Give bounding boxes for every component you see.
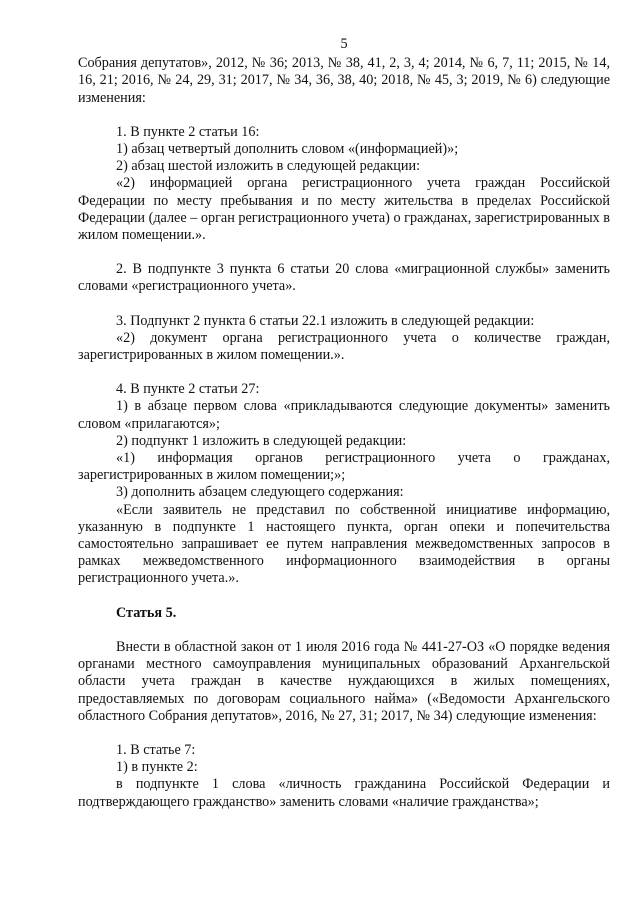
spacer bbox=[78, 296, 610, 313]
paragraph-article-5-item-1: 1. В статье 7: bbox=[116, 741, 196, 758]
article-heading: Статья 5. bbox=[116, 604, 177, 621]
paragraph-quote-2: «2) документ органа регистрационного учета о количестве граждан, зарегистрированных в жилом помещении.». bbox=[78, 329, 610, 364]
paragraph-intro-continuation: Собрания депутатов», 2012, № 36; 2013, № 38, 41, 2, 3, 4; 2014, № 6, 7, 11; 2015, № 14, 16, 21; 2016, № 24, 29, 31; 2017, № 34, 36, 38, 40; 2018, № 45, 3; 2019, № 6) следующие изменения: bbox=[78, 55, 610, 106]
paragraph-item-1: 1. В пункте 2 статьи 16: bbox=[116, 123, 260, 140]
spacer bbox=[78, 588, 610, 605]
paragraph-sub-1: 1) абзац четвертый дополнить словом «(информацией)»; bbox=[116, 141, 459, 158]
paragraph-article-5-text: в подпункте 1 слова «личность гражданина Российской Федерации и подтверждающего гражданство» заменить словами «наличие гражданства»; bbox=[78, 776, 610, 810]
paragraph-item-4: 4. В пункте 2 статьи 27: bbox=[116, 381, 260, 398]
spacer bbox=[78, 364, 610, 381]
spacer bbox=[78, 622, 610, 639]
spacer bbox=[78, 244, 610, 261]
paragraph-sub-4-2: 2) подпункт 1 изложить в следующей редакции: bbox=[116, 432, 407, 449]
spacer bbox=[78, 107, 610, 124]
document-page bbox=[78, 36, 610, 811]
paragraph-quote-1: «2) информацией органа регистрационного учета граждан Российской Федерации по месту пребывания и по месту жительства в пределах Российской Федерации (далее – орган регистрационного учета) о гражданах, зарегистрированных в жилом помещении.». bbox=[78, 175, 610, 244]
paragraph-sub-2: 2) абзац шестой изложить в следующей редакции: bbox=[116, 158, 421, 175]
paragraph-sub-4-3: 3) дополнить абзацем следующего содержания: bbox=[116, 484, 404, 501]
spacer bbox=[78, 725, 610, 742]
paragraph-quote-3: «1) информация органов регистрационного учета о гражданах, зарегистрированных в жилом помещении;»; bbox=[78, 450, 610, 484]
paragraph-sub-4-1: 1) в абзаце первом слова «прикладываются следующие документы» заменить словом «прилагаются»; bbox=[78, 398, 610, 432]
paragraph-article-5-intro: Внести в областной закон от 1 июля 2016 года № 441-27-ОЗ «О порядке ведения органами местного самоуправления муниципальных образований Архангельской области учета граждан в качестве нуждающихся в жилых помещениях, предоставляемых по договорам социального найма» («Ведомости Архангельского областного Собрания депутатов», 2016, № 27, 31; 2017, № 34) следующие изменения: bbox=[78, 638, 610, 724]
paragraph-quote-4: «Если заявитель не представил по собственной инициативе информацию, указанную в подпункте 1 настоящего пункта, орган опеки и попечительства самостоятельно запрашивает ее путем направления межведомственных запросов в рамках межведомственного информационного взаимодействия в органы регистрационного учета.». bbox=[78, 501, 610, 587]
paragraph-item-3: 3. Подпункт 2 пункта 6 статьи 22.1 изложить в следующей редакции: bbox=[116, 312, 535, 329]
paragraph-article-5-sub-1: 1) в пункте 2: bbox=[116, 759, 198, 776]
page-number: 5 bbox=[340, 36, 348, 52]
paragraph-item-2: 2. В подпункте 3 пункта 6 статьи 20 слова «миграционной службы» заменить словами «регистрационного учета». bbox=[78, 261, 610, 295]
